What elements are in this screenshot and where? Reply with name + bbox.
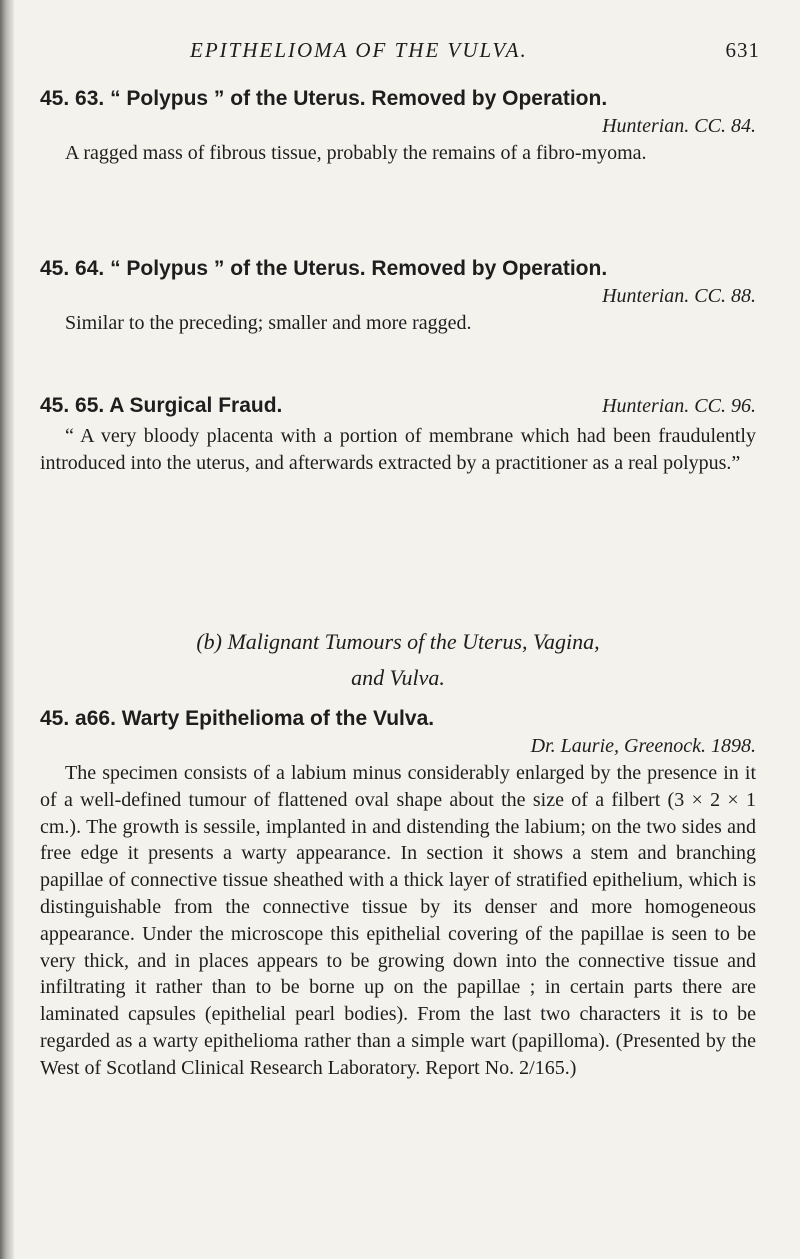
entry-heading	[40, 706, 756, 732]
entry-series-number: 45.	[40, 87, 70, 110]
entry-series-number: 45.	[40, 257, 70, 280]
entry-description: Similar to the preceding; smaller and more ragged.	[65, 312, 472, 334]
catalogue-entry-a66	[40, 706, 756, 1082]
entry-description: “ A very bloody placenta with a portion of membrane which had been fraudulently introduced into the uterus, and afterwards extracted by a practitioner as a real polypus.”	[40, 425, 756, 474]
entry-series-number: 45.	[40, 707, 70, 730]
catalogue-entry-65	[40, 393, 756, 477]
entry-title: 63. “ Polypus ” of the Uterus. Removed by Operation.	[75, 87, 608, 110]
catalogue-entry-63	[40, 86, 756, 167]
page-number: 631	[725, 38, 760, 62]
entry-heading	[40, 256, 756, 282]
section-heading-line-1: (b) Malignant Tumours of the Uterus, Vagina,	[196, 629, 600, 654]
entry-title: 65. A Surgical Fraud.	[75, 394, 283, 417]
entry-series-number: 45.	[40, 394, 70, 417]
entry-heading	[40, 86, 756, 112]
entry-title: a66. Warty Epithelioma of the Vulva.	[75, 707, 435, 730]
entry-source: Hunterian. CC. 84.	[602, 115, 756, 137]
entry-source: Hunterian. CC. 96.	[602, 395, 756, 417]
entry-heading	[40, 393, 756, 419]
catalogue-entry-64	[40, 256, 756, 337]
entry-description: The specimen consists of a labium minus considerably enlarged by the presence in it of a well-defined tumour of flattened oval shape about the size of a filbert (3 × 2 × 1 cm.). The growth is sessile, implanted in and distending the labium; on the two sides and free edge it presents a warty appearance. In section it shows a stem and branching papillae of connective tissue sheathed with a thick layer of stratified epithelium, which is distinguishable from the connective tissue by its denser and more homogeneous appearance. Under the microscope this epithelial covering of the papillae is seen to be very thick, and in places appears to be growing down into the connective tissue and infiltrating it rather than to be borne up on the papillae ; in certain parts there are laminated capsules (epithelial pearl bodies). From the last two characters it is to be regarded as a warty epithelioma rather than a simple wart (papilloma). (Presented by the West of Scotland Clinical Research Laboratory. Report No. 2/165.)	[40, 762, 756, 1079]
entry-source: Dr. Laurie, Greenock. 1898.	[530, 735, 756, 757]
entry-source: Hunterian. CC. 88.	[602, 285, 756, 307]
section-heading-line-2: and Vulva.	[351, 665, 445, 690]
running-title: EPITHELIOMA OF THE VULVA.	[190, 38, 528, 62]
section-heading	[40, 624, 756, 696]
entry-title: 64. “ Polypus ” of the Uterus. Removed by Operation.	[75, 257, 608, 280]
entry-description: A ragged mass of fibrous tissue, probably the remains of a fibro-myoma.	[65, 142, 647, 164]
